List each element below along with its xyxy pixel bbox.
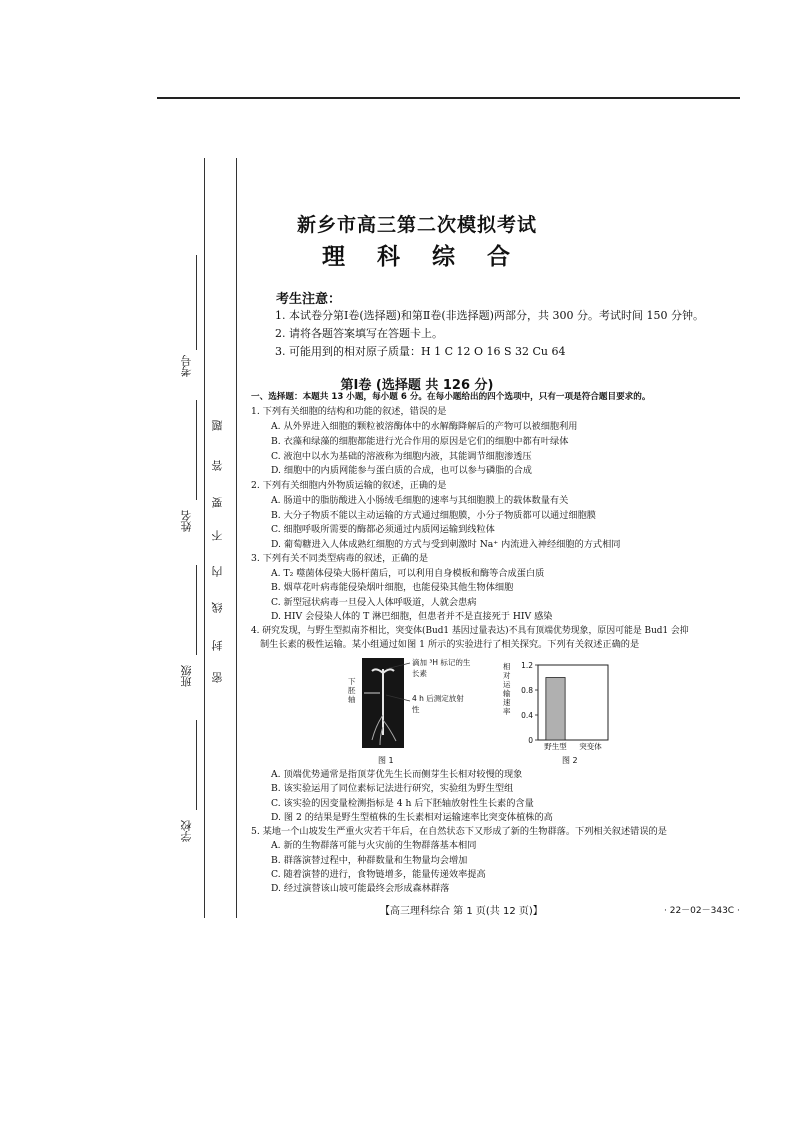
option: A. 顶端优势通常是指顶芽优先生长而侧芽生长相对较慢的现象 <box>271 769 523 780</box>
y-tick-label: 0.4 <box>521 711 533 720</box>
exam-title: 新乡市高三第二次模拟考试 <box>296 214 537 236</box>
option: B. 烟草花叶病毒能侵染烟叶细胞，也能侵染其他生物体细胞 <box>271 582 514 593</box>
option: C. 液泡中以水为基础的溶液称为细胞内液，其能调节细胞渗透压 <box>271 451 532 462</box>
field-line-xingming[interactable] <box>196 400 197 500</box>
figure-1 <box>348 655 471 765</box>
seal-char: 封 <box>211 640 224 651</box>
question-stem: 1. 下列有关细胞的结构和功能的叙述，错误的是 <box>251 406 447 417</box>
seal-char: 不 <box>211 530 224 541</box>
question-stem: 4. 研究发现，与野生型拟南芥相比，突变体(Bud1 基因过量表达)不具有顶端优势现象，原因可能是 Bud1 会抑 <box>251 626 689 636</box>
page-footer: 【高三理科综合 第 1 页(共 12 页)】 <box>380 906 543 917</box>
paper-code: · 22－02－343C · <box>664 906 740 916</box>
x-tick-label: 野生型 <box>544 742 567 751</box>
top-rule <box>157 97 740 99</box>
seal-char: 内 <box>211 566 224 577</box>
seal-char: 密 <box>211 672 224 683</box>
bar-chart <box>500 650 620 755</box>
fig2-caption: 图 2 <box>562 756 578 765</box>
seal-char: 线 <box>211 602 224 613</box>
option: A. 从外界进入细胞的颗粒被溶酶体中的水解酶降解后的产物可以被细胞利用 <box>271 421 578 432</box>
option: D. HIV 会侵染人体的 T 淋巴细胞，但患者并不是直接死于 HIV 感染 <box>271 611 553 622</box>
field-label-kaohao: 考号 <box>180 355 193 377</box>
field-label-xuexiao: 学校 <box>180 820 193 842</box>
notice-heading: 考生注意： <box>276 292 342 307</box>
y-tick-label: 0.8 <box>521 686 533 695</box>
fig1-label-hypocotyl: 下胚轴 <box>348 677 356 704</box>
option: C. 随着演替的进行，食物链增多，能量传递效率提高 <box>271 869 486 880</box>
option: C. 新型冠状病毒一旦侵入人体呼吸道，人就会患病 <box>271 597 477 608</box>
question-stem: 5. 某地一个山坡发生严重火灾若干年后，在自然状态下又形成了新的生物群落。下列相关叙述错误的是 <box>251 826 667 837</box>
option: B. 衣藻和绿藻的细胞都能进行光合作用的原因是它们的细胞中都有叶绿体 <box>271 436 569 447</box>
section-heading: 第Ⅰ卷 (选择题 共 126 分) <box>340 378 494 393</box>
option: B. 群落演替过程中，种群数量和生物量均会增加 <box>271 855 468 866</box>
seal-char: 题 <box>211 420 224 431</box>
field-line-xuexiao[interactable] <box>196 720 197 810</box>
binding-line-outer <box>204 158 205 918</box>
question-stem: 制生长素的极性运输。某小组通过如图 1 所示的实验进行了相关探究。下列有关叙述正确的是 <box>260 639 640 650</box>
field-label-banji: 班级 <box>180 665 193 687</box>
chart-ylabel: 相对运输速率 <box>503 662 511 716</box>
fig1-caption: 图 1 <box>378 756 394 765</box>
notice-item: 1. 本试卷分第Ⅰ卷(选择题)和第Ⅱ卷(非选择题)两部分，共 300 分。考试时间 150 分钟。 <box>275 309 704 322</box>
option: D. 经过演替该山坡可能最终会形成森林群落 <box>271 883 450 894</box>
option: D. 细胞中的内质网能参与蛋白质的合成，也可以参与磷脂的合成 <box>271 465 532 476</box>
section-instruction: 一、选择题：本题共 13 小题，每小题 6 分。在每小题给出的四个选项中，只有一项是符合题目要求的。 <box>251 392 651 402</box>
question-stem: 3. 下列有关不同类型病毒的叙述，正确的是 <box>251 553 429 564</box>
option: B. 大分子物质不能以主动运输的方式通过细胞膜，小分子物质都可以通过细胞膜 <box>271 510 596 521</box>
option: A. 肠道中的脂肪酸进入小肠绒毛细胞的速率与其细胞膜上的载体数量有关 <box>271 495 569 506</box>
y-tick-label: 0 <box>528 736 533 745</box>
y-tick-label: 1.2 <box>521 661 533 670</box>
binding-line-inner <box>236 158 237 918</box>
x-tick-label: 突变体 <box>579 742 602 751</box>
option: C. 该实验的因变量检测指标是 4 h 后下胚轴放射性生长素的含量 <box>271 798 534 809</box>
seal-char: 答 <box>211 460 224 471</box>
option: C. 细胞呼吸所需要的酶都必须通过内质网运输到线粒体 <box>271 524 495 535</box>
bar <box>546 678 565 741</box>
option: A. T₂ 噬菌体侵染大肠杆菌后，可以利用自身模板和酶等合成蛋白质 <box>271 568 545 579</box>
seal-char: 要 <box>211 497 224 508</box>
option: D. 图 2 的结果是野生型植株的生长素相对运输速率比突变体植株的高 <box>271 812 553 823</box>
notice-item: 2. 请将各题答案填写在答题卡上。 <box>275 327 443 340</box>
field-label-xingming: 姓名 <box>180 510 193 532</box>
subject-title: 理 科 综 合 <box>321 244 523 270</box>
fig1-label-measure: 4 h 后测定放射性 <box>412 694 464 714</box>
option: D. 葡萄糖进入人体成熟红细胞的方式与受到刺激时 Na⁺ 内流进入神经细胞的方式相同 <box>271 539 621 550</box>
option: B. 该实验运用了同位素标记法进行研究，实验组为野生型组 <box>271 783 514 794</box>
question-stem: 2. 下列有关细胞内外物质运输的叙述，正确的是 <box>251 480 447 491</box>
notice-item: 3. 可能用到的相对原子质量：H 1 C 12 O 16 S 32 Cu 64 <box>275 345 566 358</box>
option: A. 新的生物群落可能与火灾前的生物群落基本相同 <box>271 840 477 851</box>
fig1-label-auxin: 滴加 ³H 标记的生长素 <box>412 658 471 678</box>
field-line-banji[interactable] <box>196 565 197 655</box>
figure-2 <box>500 650 620 770</box>
